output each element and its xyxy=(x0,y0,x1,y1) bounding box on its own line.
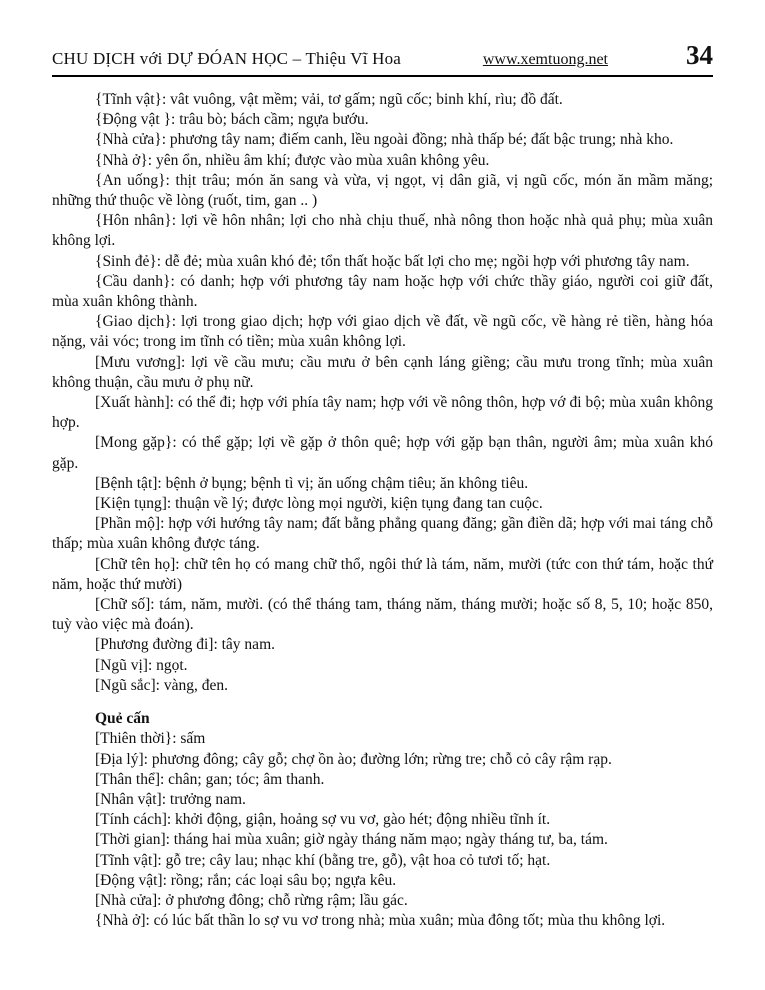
paragraph: [Địa lý]: phương đông; cây gỗ; chợ ồn ào; đường lớn; rừng tre; chỗ cỏ cây rậm rạp. xyxy=(95,750,612,768)
paragraph: {Cầu danh}: có danh; hợp với phương tây nam hoặc hợp với chức thầy giáo, người coi giữ đất, mùa xuân không thành. xyxy=(52,272,713,311)
document-title: CHU DỊCH với DỰ ĐÓAN HỌC – Thiệu Vĩ Hoa xyxy=(52,49,402,68)
paragraph: {Nhà cửa}: phương tây nam; điếm canh, lều ngoài đồng; nhà thấp bé; đất bậc trung; nhà kho. xyxy=(95,131,674,149)
page-header xyxy=(52,42,713,77)
paragraph: [Chữ số]: tám, năm, mười. (có thể tháng tam, tháng năm, tháng mười; hoặc số 8, 5, 10; hoặc 850, tuỳ vào việc mà đoán). xyxy=(52,596,713,634)
section-que-khon xyxy=(52,90,713,696)
paragraph: {Tĩnh vật}: vât vuông, vật mềm; vải, tơ gấm; ngũ cốc; binh khí, rìu; đồ đất. xyxy=(95,91,563,108)
section-que-can xyxy=(52,709,713,931)
paragraph: {Nhà ở]: có lúc bất thần lo sợ vu vơ trong nhà; mùa xuân; mùa đông tốt; mùa thu không lợi. xyxy=(95,912,666,930)
page-number: 34 xyxy=(686,40,713,70)
paragraph: [Nhân vật]: trưởng nam. xyxy=(95,790,246,808)
paragraph: [Mong gặp}: có thể gặp; lợi về gặp ở thôn quê; hợp với gặp bạn thân, người âm; mùa xuân khó gặp. xyxy=(52,434,713,472)
paragraph: {An uống}: thịt trâu; món ăn sang và vừa, vị ngọt, vị dân giã, vị ngũ cốc, món ăn mầm măng; những thứ thuộc về lòng (ruốt, tim, gan .. ) xyxy=(52,171,713,210)
paragraph: [Mưu vương]: lợi về cầu mưu; cầu mưu ở bên cạnh láng giềng; cầu mưu trong tĩnh; mùa xuân không thuận, cầu mưu ở phụ nữ. xyxy=(52,353,713,391)
section-heading: Quẻ cấn xyxy=(95,710,150,728)
paragraph: {Hôn nhân}: lợi về hôn nhân; lợi cho nhà chịu thuế, nhà nông thon hoặc nhà quả phụ; mùa xuân không lợi. xyxy=(52,212,713,250)
paragraph: {Giao dịch}: lợi trong giao dịch; hợp với giao dịch về đất, về ngũ cốc, về hàng rẻ tiền, hàng hóa nặng, vải vóc; trong im tĩnh có tiền; mùa xuân không lợi. xyxy=(52,313,713,351)
paragraph: [Ngũ sắc]: vàng, đen. xyxy=(95,676,228,694)
paragraph: [Nhà cửa]: ở phương đông; chỗ rừng rậm; lầu gác. xyxy=(95,891,408,909)
paragraph: [Thời gian]: tháng hai mùa xuân; giờ ngày tháng năm mạo; ngày tháng tư, ba, tám. xyxy=(95,831,608,849)
paragraph: {Nhà ở}: yên ổn, nhiều âm khí; được vào mùa xuân không yêu. xyxy=(95,151,490,169)
paragraph: {Sinh đẻ}: dễ đẻ; mùa xuân khó đẻ; tổn thất hoặc bất lợi cho mẹ; ngồi hợp với phương tây nam. xyxy=(95,252,690,270)
paragraph: [Phương đường đi]: tây nam. xyxy=(95,636,275,654)
paragraph: [Tính cách]: khởi động, giận, hoảng sợ vu vơ, gào hét; động nhiều tĩnh ít. xyxy=(95,811,551,829)
paragraph: [Động vật]: rồng; rắn; các loại sâu bọ; ngựa kêu. xyxy=(95,871,397,889)
paragraph: [Thân thể]: chân; gan; tóc; âm thanh. xyxy=(95,770,325,788)
paragraph: [Thiên thời}: sấm xyxy=(95,730,206,748)
paragraph: [Tĩnh vật]: gỗ tre; cây lau; nhạc khí (bằng tre, gỗ), vật hoa cỏ tươi tố; hạt. xyxy=(95,851,551,869)
paragraph: [Kiện tụng]: thuận về lý; được lòng mọi người, kiện tụng đang tan cuộc. xyxy=(95,495,543,513)
paragraph: [Bệnh tật]: bệnh ở bụng; bệnh tì vị; ăn uống chậm tiêu; ăn không tiêu. xyxy=(95,474,529,492)
website-link[interactable]: www.xemtuong.net xyxy=(482,51,608,68)
paragraph: [Chữ tên họ]: chữ tên họ có mang chữ thổ, ngôi thứ là tám, năm, mười (tức con thứ tám, hoặc thứ năm, hoặc thứ mười) xyxy=(52,555,713,593)
paragraph: [Xuất hành]: có thể đi; hợp với phía tây nam; hợp với về nông thôn, hợp vớ đi bộ; mùa xuân không hợp. xyxy=(52,394,713,432)
paragraph: [Phần mộ]: hợp với hướng tây nam; đất bằng phẳng quang đăng; gần điền dã; hợp với mai táng chỗ thấp; mùa xuân không được táng. xyxy=(52,515,713,553)
paragraph: {Động vật }: trâu bò; bách cầm; ngựa bướu. xyxy=(95,111,369,129)
paragraph: [Ngũ vị]: ngọt. xyxy=(95,656,188,674)
